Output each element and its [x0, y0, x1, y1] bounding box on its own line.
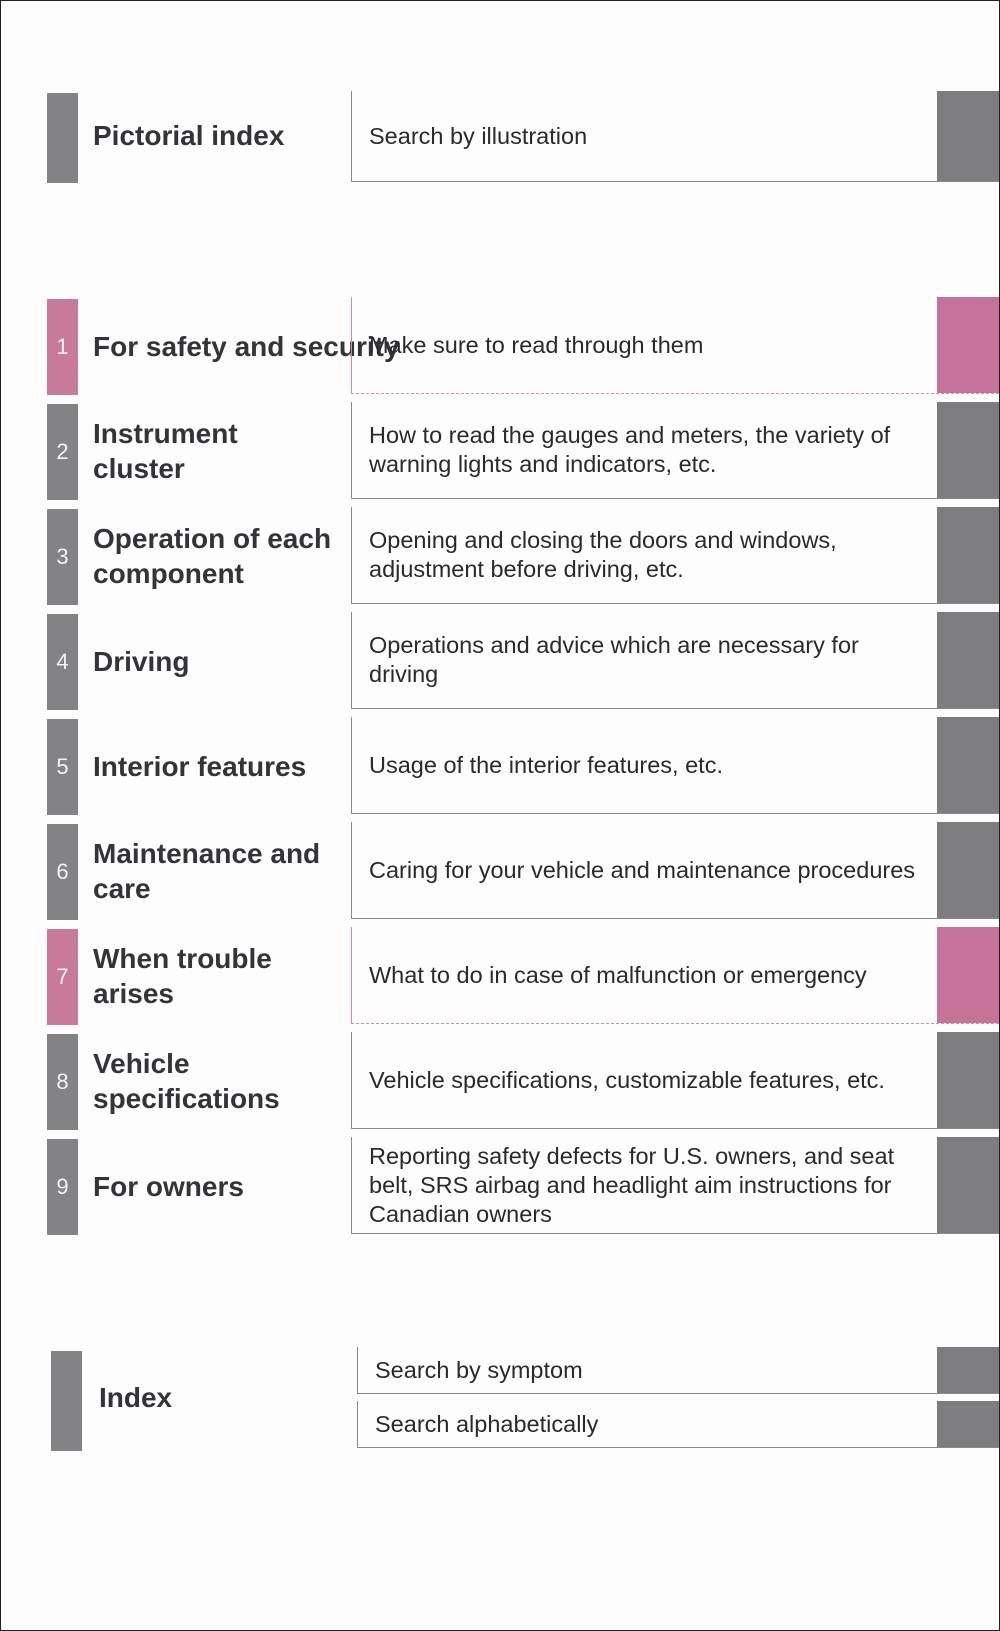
section-description-box: [351, 91, 999, 182]
chapter-description: What to do in case of malfunction or emergency: [369, 961, 867, 988]
thumb-tab: [937, 1347, 999, 1393]
thumb-tab: [937, 297, 999, 393]
chapter-description: How to read the gauges and meters, the variety of warning lights and indicators, etc.: [369, 422, 891, 477]
section-pictorial-index[interactable]: [1, 91, 999, 183]
chapter-number: 8: [47, 1034, 78, 1130]
chapter-9[interactable]: [1, 1137, 999, 1235]
chapter-1[interactable]: [1, 297, 999, 395]
chapter-7[interactable]: [1, 927, 999, 1025]
thumb-tab: [937, 402, 999, 498]
chapter-description: Make sure to read through them: [369, 331, 704, 358]
thumb-tab: [937, 91, 999, 181]
chapter-title: Operation of each component: [93, 523, 332, 589]
chapter-description-box: [351, 1032, 999, 1129]
chapter-number: 5: [47, 719, 78, 815]
chapter-description: Opening and closing the doors and windows, adjustment before driving, etc.: [369, 527, 837, 582]
chapter-description-box: [351, 927, 999, 1024]
chapter-title: Maintenance and care: [93, 838, 321, 904]
section-tab-marker: [51, 1351, 82, 1451]
chapter-number: 7: [47, 929, 78, 1025]
chapter-5[interactable]: [1, 717, 999, 815]
chapter-description-box: [351, 1137, 999, 1234]
chapter-description-box: [351, 507, 999, 604]
chapter-title: Instrument cluster: [93, 418, 238, 484]
chapter-description-box: [351, 402, 999, 499]
chapter-description: Vehicle specifications, customizable features, etc.: [369, 1066, 885, 1093]
chapter-description-box: [351, 822, 999, 919]
chapter-number: 9: [47, 1139, 78, 1235]
thumb-tab: [937, 822, 999, 918]
chapter-description-box: [351, 297, 999, 394]
thumb-tab: [937, 1032, 999, 1128]
section-description: Search by illustration: [369, 122, 588, 149]
chapter-description: Caring for your vehicle and maintenance procedures: [369, 856, 916, 883]
chapter-description-box: [351, 612, 999, 709]
chapter-2[interactable]: [1, 402, 999, 500]
index-link-label: Search alphabetically: [375, 1410, 599, 1437]
chapter-number: 3: [47, 509, 78, 605]
chapter-title: Driving: [93, 645, 190, 677]
thumb-tab: [937, 927, 999, 1023]
chapter-6[interactable]: [1, 822, 999, 920]
chapter-number: 4: [47, 614, 78, 710]
section-title: Pictorial index: [93, 119, 285, 151]
chapter-description: Reporting safety defects for U.S. owners, and seat belt, SRS airbag and headlight aim instructions for Canadian owners: [369, 1142, 895, 1227]
chapter-title: When trouble arises: [93, 943, 272, 1009]
chapter-description: Operations and advice which are necessary for driving: [369, 632, 859, 687]
section-index[interactable]: [1, 1347, 999, 1451]
thumb-tab: [937, 507, 999, 603]
chapter-number: 1: [47, 299, 78, 395]
chapter-title: For owners: [93, 1170, 244, 1202]
chapter-description-box: [351, 717, 999, 814]
thumb-tab: [937, 1401, 999, 1447]
chapter-8[interactable]: [1, 1032, 999, 1130]
thumb-tab: [937, 1137, 999, 1233]
index-link-alphabetical[interactable]: [357, 1401, 999, 1448]
section-tab-marker: [47, 93, 78, 183]
chapter-number: 6: [47, 824, 78, 920]
index-link-symptom[interactable]: [357, 1347, 999, 1394]
chapter-title: Vehicle specifications: [93, 1048, 280, 1114]
chapter-number: 2: [47, 404, 78, 500]
chapter-title: For safety and security: [93, 330, 400, 362]
index-link-label: Search by symptom: [375, 1356, 583, 1383]
chapter-3[interactable]: [1, 507, 999, 605]
thumb-tab: [937, 612, 999, 708]
thumb-tab: [937, 717, 999, 813]
chapter-title: Interior features: [93, 750, 307, 782]
section-title: Index: [99, 1381, 173, 1413]
chapter-4[interactable]: [1, 612, 999, 710]
chapter-description: Usage of the interior features, etc.: [369, 751, 723, 778]
